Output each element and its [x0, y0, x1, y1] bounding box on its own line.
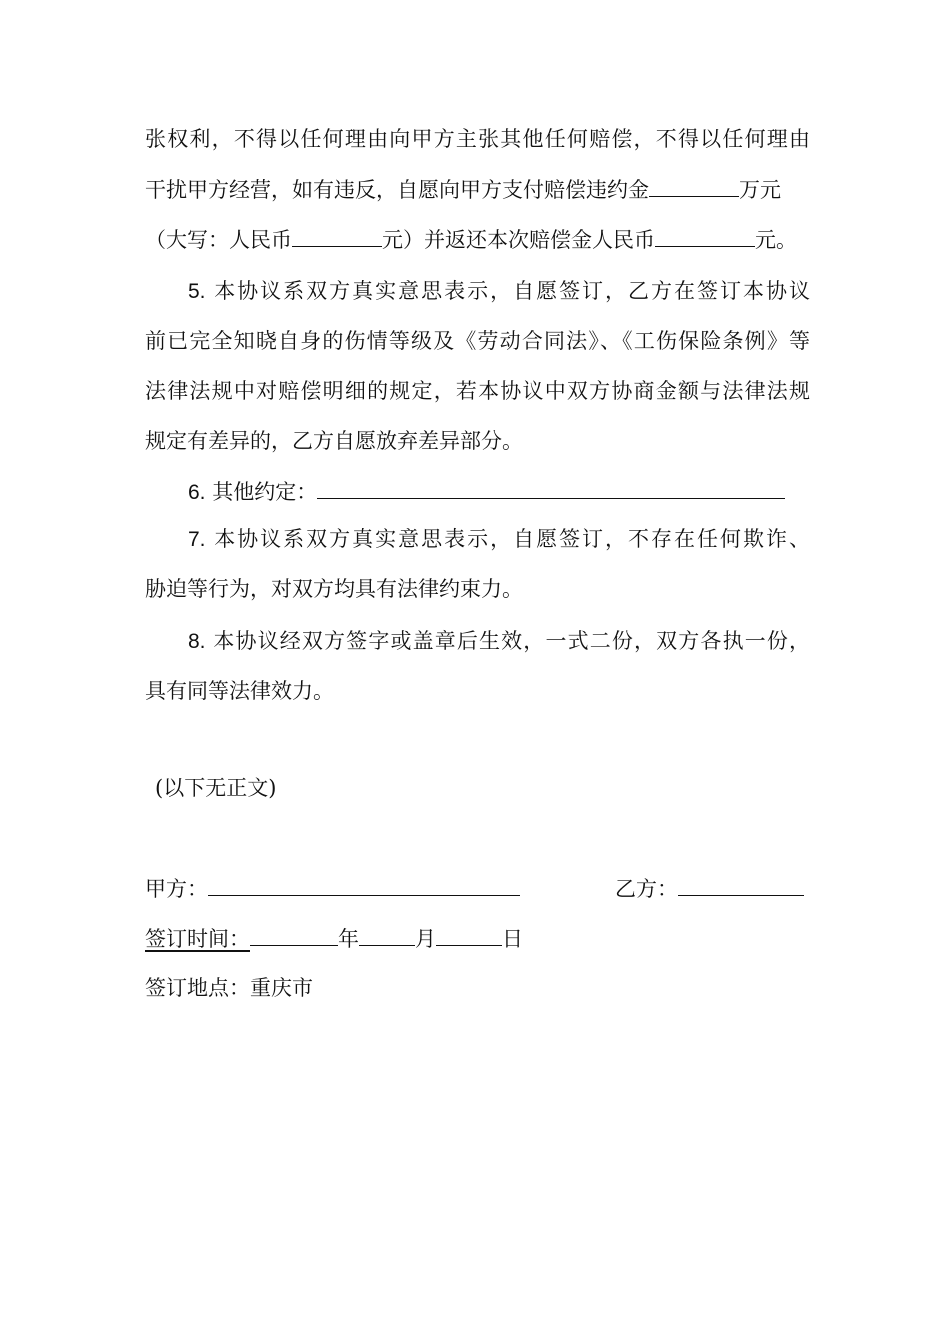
year-blank[interactable]: [250, 923, 338, 946]
penalty-amount-uppercase-blank[interactable]: [292, 224, 382, 247]
penalty-amount-blank[interactable]: [649, 174, 739, 197]
other-terms-blank[interactable]: [317, 476, 785, 499]
clause-6: 6. 其他约定：: [188, 476, 810, 506]
clause-7-line-1: 7. 本协议系双方真实意思表示，自愿签订，不存在任何欺诈、: [188, 527, 810, 551]
month-blank[interactable]: [359, 923, 415, 946]
end-of-text-note: (以下无正文): [155, 776, 277, 800]
party-a-signature-blank[interactable]: [208, 873, 520, 896]
clause-5-line-4: 规定有差异的，乙方自愿放弃差异部分。: [145, 429, 523, 453]
refund-amount-blank[interactable]: [655, 224, 755, 247]
clause-4-line-3: （大写：人民币 元）并返还本次赔偿金人民币 元。: [145, 224, 810, 254]
clause-4-line-2: 干扰甲方经营，如有违反，自愿向甲方支付赔偿违约金 万元: [145, 174, 810, 204]
party-b-signature-blank[interactable]: [678, 873, 804, 896]
party-a-signature: 甲方：: [145, 873, 810, 903]
clause-5-line-1: 5. 本协议系双方真实意思表示，自愿签订，乙方在签订本协议: [188, 279, 810, 303]
clause-4-line-1: 张权利，不得以任何理由向甲方主张其他任何赔偿，不得以任何理由: [145, 127, 810, 151]
signing-place: 签订地点：重庆市: [145, 976, 313, 1000]
signing-date: 签订时间： 年 月 日: [145, 923, 810, 953]
day-blank[interactable]: [436, 923, 502, 946]
clause-5-line-3: 法律法规中对赔偿明细的规定，若本协议中双方协商金额与法律法规: [145, 379, 810, 403]
clause-7-line-2: 胁迫等行为，对双方均具有法律约束力。: [145, 577, 523, 601]
party-b-signature: 乙方：: [615, 873, 810, 903]
clause-8-line-2: 具有同等法律效力。: [145, 679, 334, 703]
clause-5-line-2: 前已完全知晓自身的伤情等级及《劳动合同法》、《工伤保险条例》等: [145, 329, 810, 353]
clause-8-line-1: 8. 本协议经双方签字或盖章后生效，一式二份，双方各执一份，: [188, 629, 810, 653]
